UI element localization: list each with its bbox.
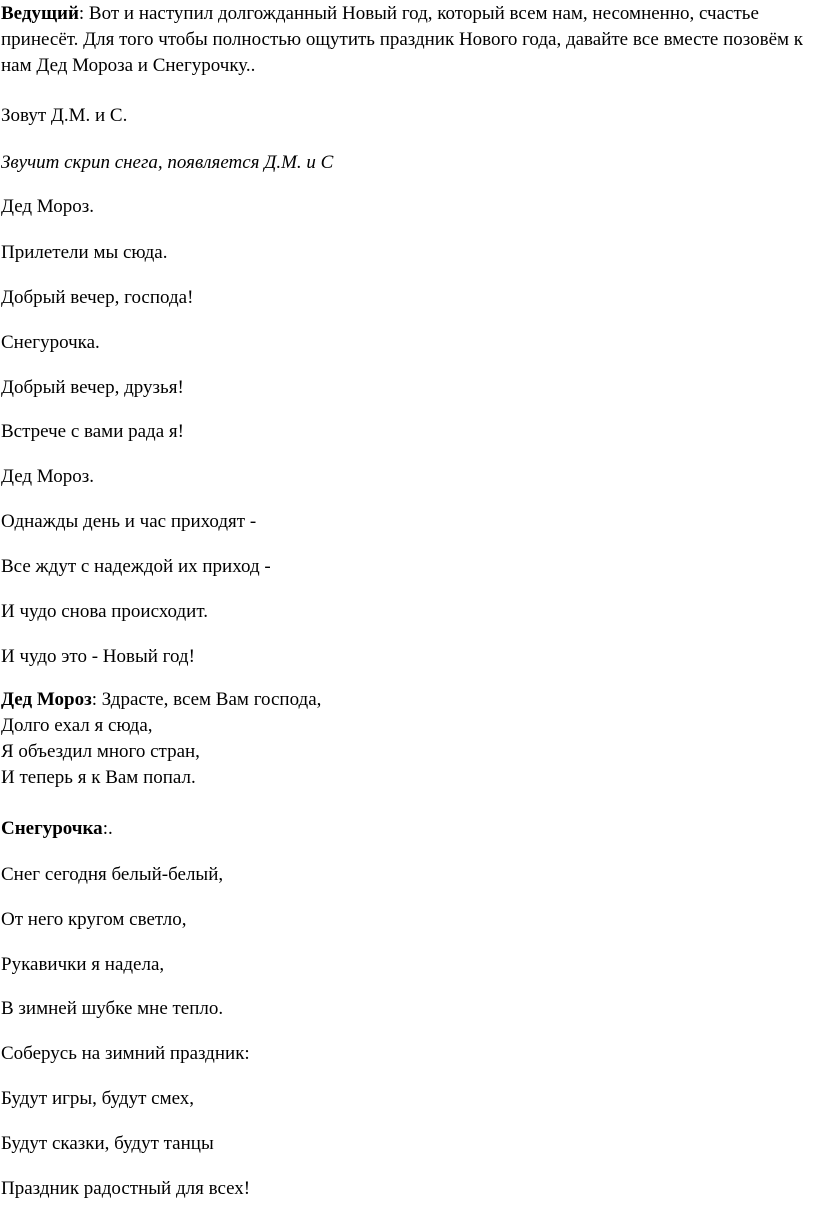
verse-line: В зимней шубке мне тепло.	[1, 998, 224, 1019]
script-line: Прилетели мы сюда.	[1, 242, 168, 263]
script-line: Добрый вечер, друзья!	[1, 377, 184, 398]
verse-line: От него кругом светло,	[1, 909, 187, 930]
script-line: Снегурочка.	[1, 332, 100, 353]
script-line: Дед Мороз.	[1, 196, 94, 217]
snegurochka-heading	[1, 816, 808, 842]
script-line: Добрый вечер, господа!	[1, 287, 194, 308]
verse-line: Будут игры, будут смех,	[1, 1088, 195, 1109]
verse-line: Будут сказки, будут танцы	[1, 1133, 214, 1154]
call-line: Зовут Д.М. и С.	[1, 105, 128, 126]
verse-line: Долго ехал я сюда,	[1, 715, 153, 736]
ded-moroz-verse	[1, 687, 808, 791]
speaker-name: Снегурочка	[1, 818, 103, 839]
script-line: Встрече с вами рада я!	[1, 421, 184, 442]
stage-direction: Звучит скрип снега, появляется Д.М. и С	[1, 152, 334, 173]
intro-paragraph	[1, 1, 808, 79]
verse-line: Снег сегодня белый-белый,	[1, 864, 224, 885]
verse-line: Рукавички я надела,	[1, 954, 165, 975]
script-line: И чудо снова происходит.	[1, 601, 208, 622]
script-line: Дед Мороз.	[1, 466, 94, 487]
speaker-suffix: :.	[102, 818, 113, 839]
verse-line-text: : Здрасте, всем Вам господа,	[91, 689, 322, 710]
script-line: И чудо это - Новый год!	[1, 646, 195, 667]
script-line: Однажды день и час приходят -	[1, 511, 257, 532]
speaker-name: Ведущий	[1, 3, 79, 24]
intro-text: : Вот и наступил долгожданный Новый год, который всем нам, несомненно, счастье принесёт. Для того чтобы полностью ощутить праздник Нового года, давайте все вместе позовём к нам Дед Мороза и Снегурочку..	[1, 3, 804, 76]
verse-line: Я объездил много стран,	[1, 741, 200, 762]
verse-line: Праздник радостный для всех!	[1, 1178, 251, 1199]
verse-line: И теперь я к Вам попал.	[1, 767, 196, 788]
verse-line	[1, 687, 808, 713]
verse-line: Соберусь на зимний праздник:	[1, 1043, 250, 1064]
speaker-name: Дед Мороз	[1, 689, 92, 710]
script-line: Все ждут с надеждой их приход -	[1, 556, 271, 577]
